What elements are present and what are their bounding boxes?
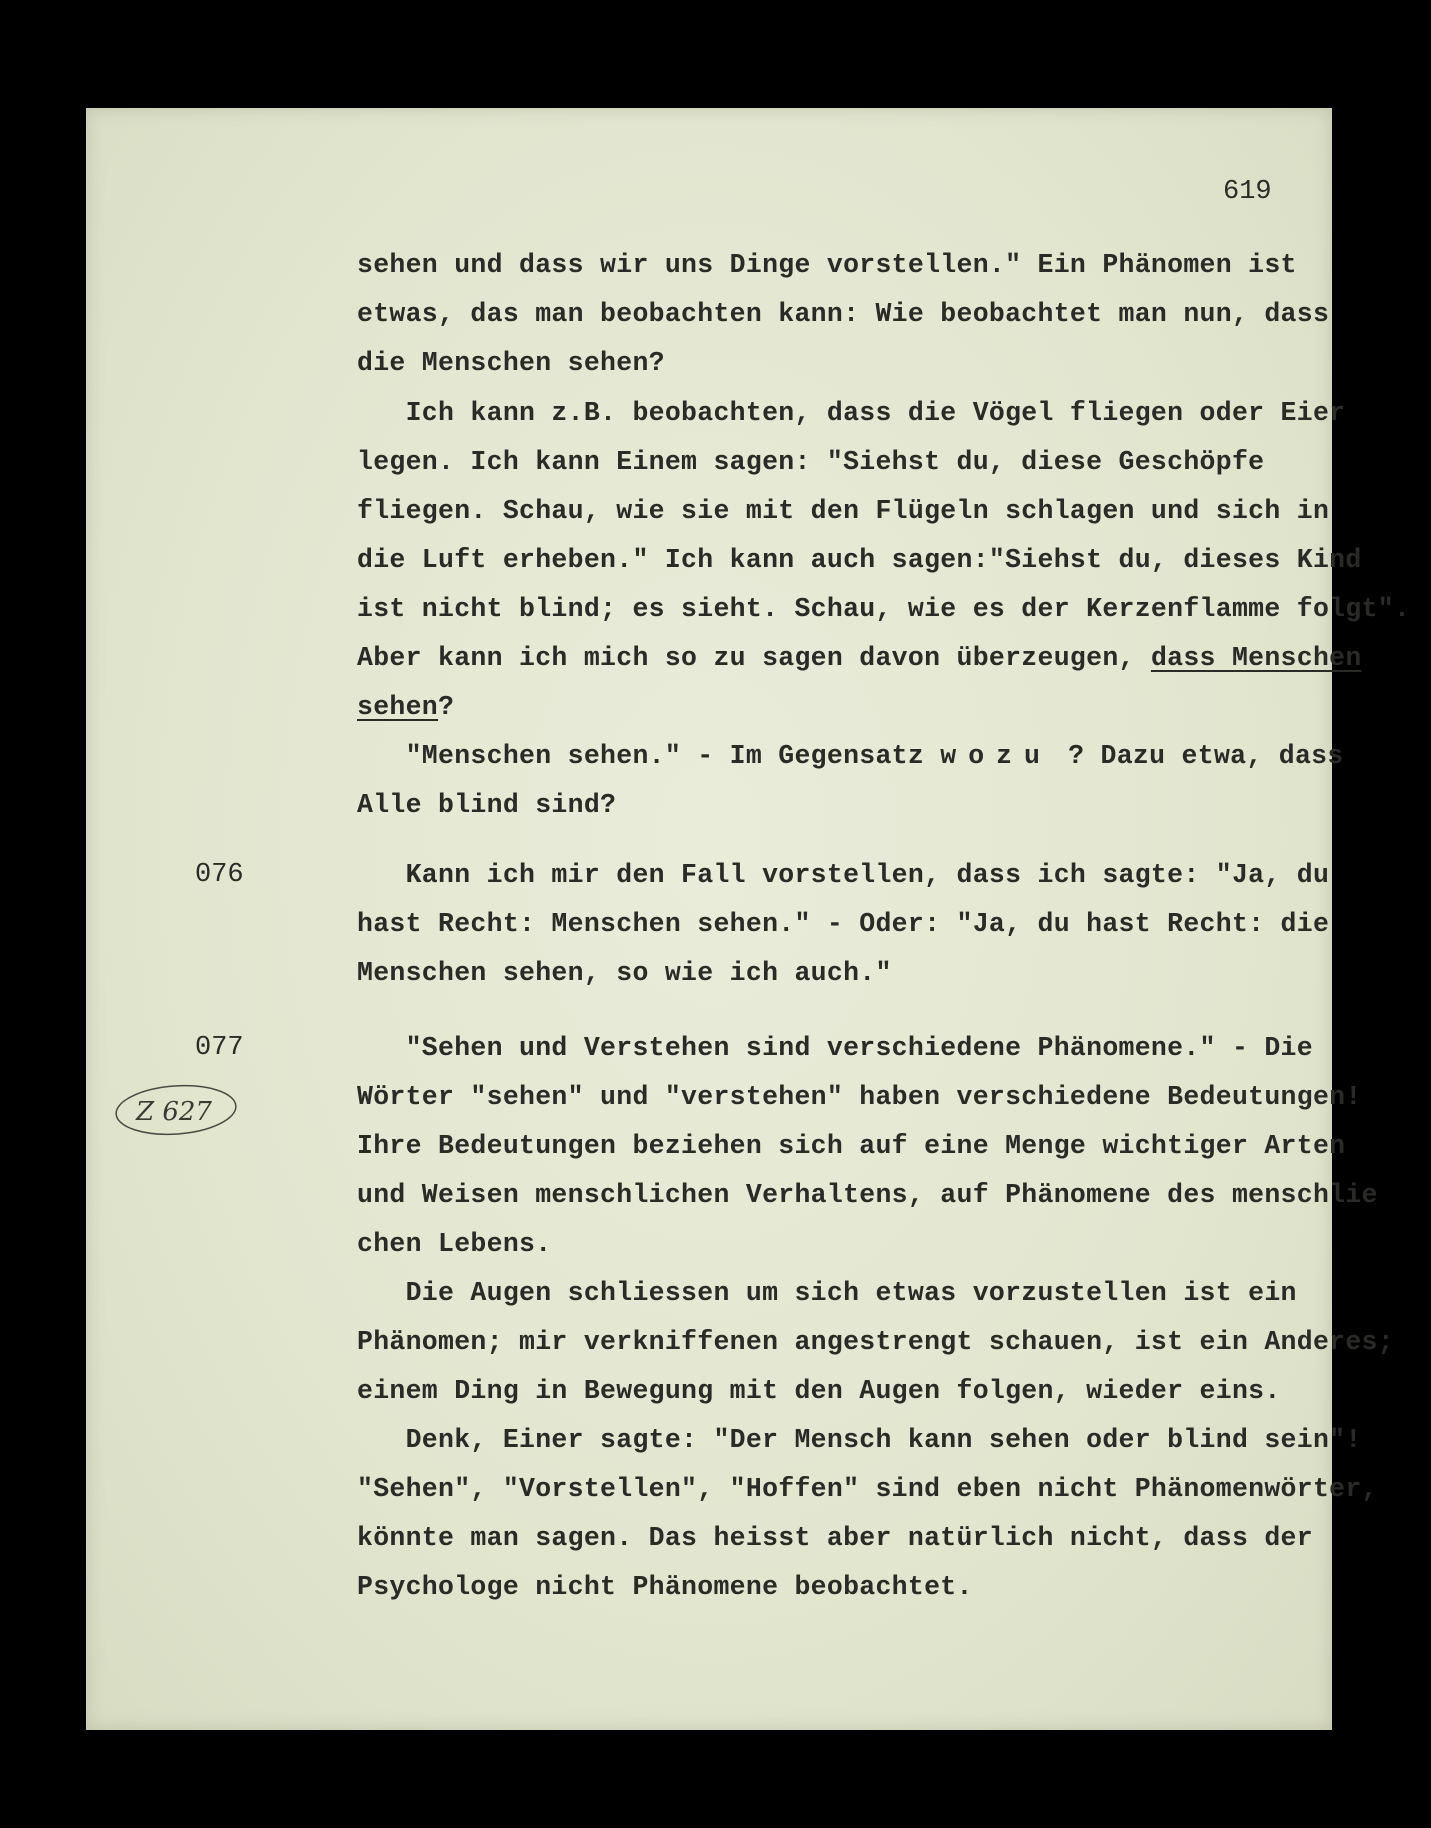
text-line-3: die Menschen sehen?: [357, 348, 665, 378]
text-line-9: [357, 643, 1362, 673]
text-line-16: "Sehen und Verstehen sind verschiedene Phänomene." - Die: [357, 1033, 1313, 1063]
underlined-word: sehen: [357, 692, 439, 722]
text-line-20: chen Lebens.: [357, 1229, 552, 1259]
margin-number-077: 077: [195, 1033, 244, 1063]
text-line-26: könnte man sagen. Das heisst aber natürlich nicht, dass der: [357, 1523, 1313, 1553]
text-line-7: die Luft erheben." Ich kann auch sagen:"Siehst du, dieses Kind: [357, 545, 1362, 575]
text-segment: ? Dazu etwa, dass: [1051, 741, 1344, 771]
handwritten-ref-text: Z 627: [136, 1097, 212, 1127]
text-line-13: Kann ich mir den Fall vorstellen, dass ich sagte: "Ja, du: [357, 860, 1330, 890]
page-number: 619: [1223, 177, 1272, 207]
handwritten-circle: [112, 1080, 240, 1140]
text-line-1: sehen und dass wir uns Dinge vorstellen." Ein Phänomen ist: [357, 250, 1297, 280]
text-line-11: [357, 741, 1344, 771]
text-line-18: Ihre Bedeutungen beziehen sich auf eine Menge wichtiger Arten: [357, 1131, 1346, 1161]
text-line-8: ist nicht blind; es sieht. Schau, wie es der Kerzenflamme folgt".: [357, 594, 1411, 624]
text-line-27: Psychologe nicht Phänomene beobachtet.: [357, 1572, 973, 1602]
text-line-6: fliegen. Schau, wie sie mit den Flügeln schlagen und sich in: [357, 496, 1330, 526]
text-line-24: Denk, Einer sagte: "Der Mensch kann sehen oder blind sein"!: [357, 1425, 1362, 1455]
text-segment: ?: [438, 692, 455, 722]
handwritten-reference: [112, 1080, 240, 1140]
text-line-22: Phänomen; mir verkniffenen angestrengt schauen, ist ein Anderes;: [357, 1327, 1394, 1357]
text-line-17: Wörter "sehen" und "verstehen" haben verschiedene Bedeutungen!: [357, 1082, 1362, 1112]
text-line-23: einem Ding in Bewegung mit den Augen folgen, wieder eins.: [357, 1376, 1281, 1406]
spaced-word: wozu: [940, 741, 1052, 771]
text-line-2: etwas, das man beobachten kann: Wie beobachtet man nun, dass: [357, 299, 1330, 329]
margin-number-076: 076: [195, 860, 244, 890]
text-segment: Aber kann ich mich so zu sagen davon überzeugen,: [357, 643, 1151, 673]
text-segment: "Menschen sehen." - Im Gegensatz: [357, 741, 941, 771]
text-line-19: und Weisen menschlichen Verhaltens, auf Phänomene des menschlie: [357, 1180, 1378, 1210]
text-line-15: Menschen sehen, so wie ich auch.": [357, 958, 892, 988]
text-line-10: [357, 692, 454, 722]
text-line-4: Ich kann z.B. beobachten, dass die Vögel fliegen oder Eier: [357, 398, 1346, 428]
text-line-25: "Sehen", "Vorstellen", "Hoffen" sind eben nicht Phänomenwörter,: [357, 1474, 1378, 1504]
text-line-12: Alle blind sind?: [357, 790, 617, 820]
text-line-21: Die Augen schliessen um sich etwas vorzustellen ist ein: [357, 1278, 1297, 1308]
text-line-5: legen. Ich kann Einem sagen: "Siehst du, diese Geschöpfe: [357, 447, 1265, 477]
text-line-14: hast Recht: Menschen sehen." - Oder: "Ja, du hast Recht: die: [357, 909, 1330, 939]
underlined-phrase: dass Menschen: [1150, 643, 1362, 673]
